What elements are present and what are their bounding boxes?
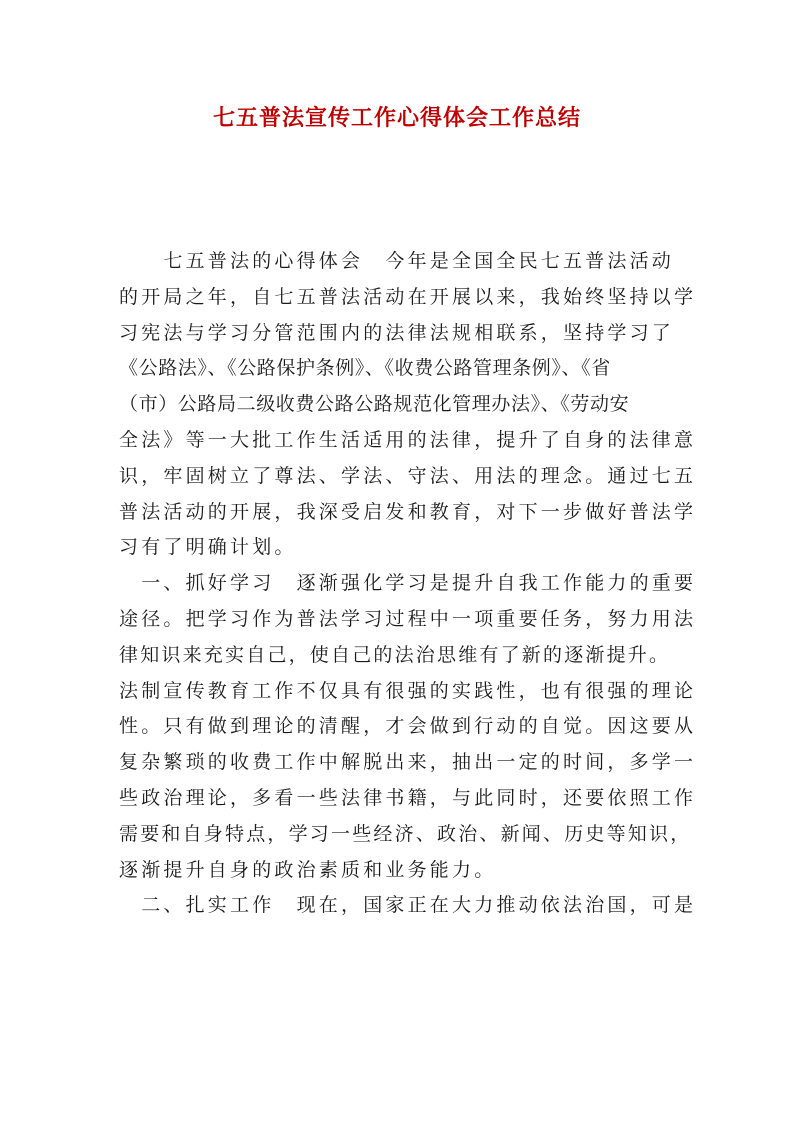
text-line: 法制宣传教育工作不仅具有很强的实践性，也有很强的理论	[119, 679, 697, 702]
text-line: 一、抓好学习 逐渐强化学习是提升自我工作能力的重要	[119, 572, 697, 595]
text-line: 二、扎实工作 现在，国家正在大力推动依法治国，可是	[119, 894, 697, 917]
text-line: 识，牢固树立了尊法、学法、守法、用法的理念。通过七五	[119, 464, 697, 487]
text-line: 些政治理论，多看一些法律书籍，与此同时，还要依照工作	[119, 786, 697, 809]
text-line: 的开局之年，自七五普法活动在开展以来，我始终坚持以学	[119, 285, 697, 308]
text-line: 逐渐提升自身的政治素质和业务能力。	[119, 858, 497, 881]
paragraph-intro	[119, 244, 697, 566]
paragraph-study	[119, 566, 697, 888]
text-line: 全法》等一大批工作生活适用的法律，提升了自身的法律意	[119, 428, 697, 451]
text-line: 需要和自身特点，学习一些经济、政治、新闻、历史等知识，	[119, 822, 692, 845]
text-line: 性。只有做到理论的清醒，才会做到行动的自觉。因这要从	[119, 715, 697, 738]
text-line: 习宪法与学习分管范围内的法律法规相联系，坚持学习了	[119, 321, 675, 344]
text-line: 七五普法的心得体会 今年是全国全民七五普法活动	[119, 250, 675, 272]
text-line: （市）公路局二级收费公路公路规范化管理办法》、《劳动安	[119, 393, 630, 416]
text-line: 《公路法》、《公路保护条例》、《收费公路管理条例》、《省	[119, 357, 611, 380]
text-line: 习有了明确计划。	[119, 536, 297, 559]
document-body	[119, 244, 697, 924]
paragraph-work	[119, 888, 697, 924]
text-line: 普法活动的开展，我深受启发和教育，对下一步做好普法学	[119, 500, 697, 523]
document-title: 七五普法宣传工作心得体会工作总结	[212, 105, 581, 131]
text-line: 律知识来充实自己，使自己的法治思维有了新的逐渐提升。	[119, 643, 671, 666]
text-line: 复杂繁琐的收费工作中解脱出来，抽出一定的时间，多学一	[119, 751, 697, 774]
text-line: 途径。把学习作为普法学习过程中一项重要任务，努力用法	[119, 607, 697, 630]
